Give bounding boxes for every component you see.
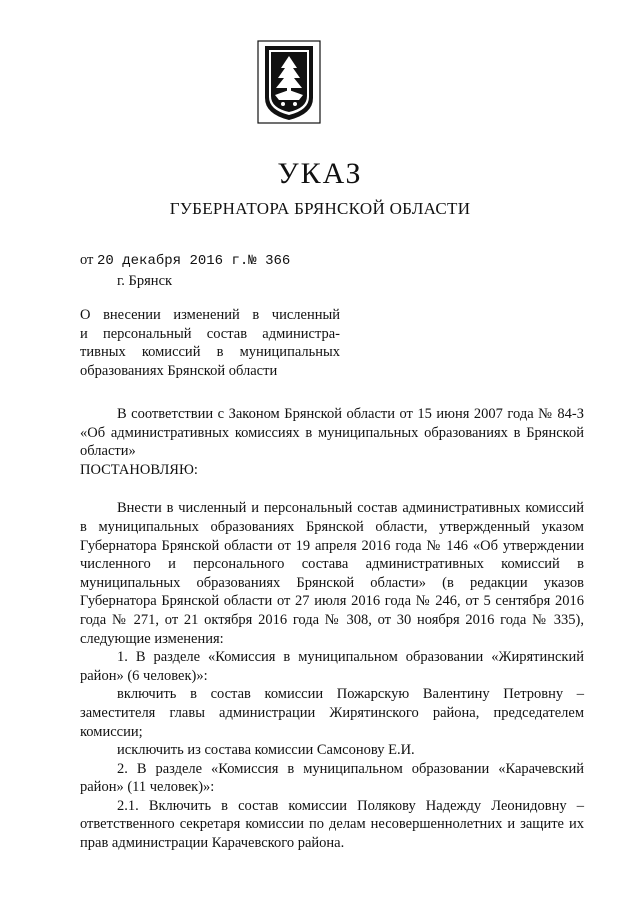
preamble-paragraph: В соответствии с Законом Брянской области от 15 июня 2007 года № 84-З «Об административных комиссиях в муниципальных образованиях в Брянской области» bbox=[80, 406, 584, 460]
body-paragraph: 2.1. Включить в состав комиссии Полякову Надежду Леонидовну – ответственного секретаря комиссии по делам несовершеннолетних и защите их прав администрации Карачевского района. bbox=[80, 797, 584, 852]
decree-word: ПОСТАНОВЛЯЮ: bbox=[80, 461, 198, 478]
body-paragraph: 2. В разделе «Комиссия в муниципальном образовании «Карачевский район» (11 человек)»: bbox=[80, 760, 584, 796]
document-date: 20 декабря 2016 г. bbox=[97, 253, 249, 269]
body-paragraph: включить в состав комиссии Пожарскую Валентину Петровну – заместителя главы администрации Жирятинского района, председателем комиссии; bbox=[80, 686, 584, 740]
body-paragraph: Внести в численный и персональный состав административных комиссий в муниципальных образованиях Брянской области, утвержденный указом Губернатора Брянской области от 19 апреля 2016 года № 146 «Об утверждении численного и персонального состава административных комиссий в муниципальных образованиях Брянской области» (в редакции указов Губернатора Брянской области от 27 июля 2016 года № 246, от 5 сентября 2016 года № 271, от 21 октября 2016 года № 308, от 30 ноября 2016 года № 335), следующие изменения: bbox=[80, 500, 584, 647]
heading-line: образованиях Брянской области bbox=[80, 362, 278, 379]
heading-line: и персональный состав администра- bbox=[80, 325, 340, 342]
heading-line: тивных комиссий в муниципальных bbox=[80, 344, 340, 361]
body-paragraph: 1. В разделе «Комиссия в муниципальном образовании «Жирятинский район» (6 человек)»: bbox=[80, 649, 584, 684]
document-title: УКАЗ bbox=[277, 157, 363, 190]
document-number: № 366 bbox=[248, 253, 291, 269]
body-paragraph: исключить из состава комиссии Самсонову Е.И. bbox=[117, 742, 415, 759]
document-date-line bbox=[80, 250, 290, 271]
document-subtitle: ГУБЕРНАТОРА БРЯНСКОЙ ОБЛАСТИ bbox=[169, 199, 471, 218]
bryansk-coat-of-arms-icon bbox=[257, 40, 321, 124]
document-body bbox=[80, 405, 584, 853]
document-city: г. Брянск bbox=[117, 273, 173, 289]
date-prefix: от bbox=[80, 252, 98, 268]
heading-line: О внесении изменений в численный bbox=[80, 307, 340, 323]
document-heading bbox=[80, 306, 340, 380]
